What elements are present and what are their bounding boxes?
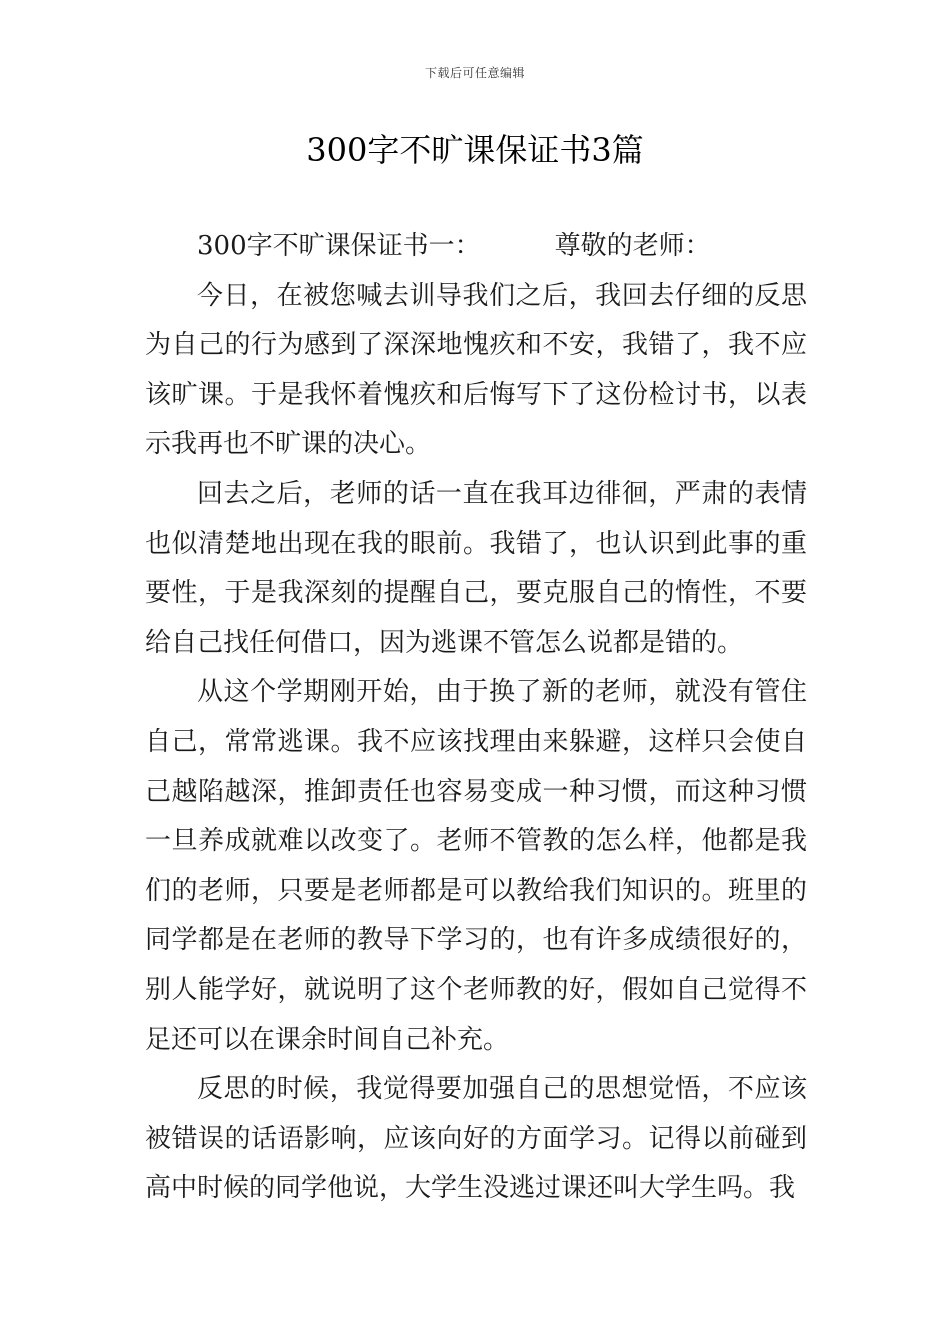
salutation: 尊敬的老师： [554, 231, 711, 261]
paragraph: 回去之后，老师的话一直在我耳边徘徊，严肃的表情也似清楚地出现在我的眼前。我错了，也认识到此事的重要性，于是我深刻的提醒自己，要克服自己的惰性，不要给自己找任何借口，因为逃课不管怎么说都是错的。 [145, 478, 807, 658]
intro-subtitle: 300字不旷课保证书一： [197, 231, 481, 261]
document-title: 300字不旷课保证书3篇 [306, 131, 644, 169]
header-note: 下载后可任意编辑 [424, 66, 525, 80]
paragraph: 从这个学期刚开始，由于换了新的老师，就没有管住自己，常常逃课。我不应该找理由来躲避，这样只会使自己越陷越深，推卸责任也容易变成一种习惯，而这种习惯一旦养成就难以改变了。老师不管教的怎么样，他都是我们的老师，只要是老师都是可以教给我们知识的。班里的同学都是在老师的教导下学习的，也有许多成绩很好的，别人能学好，就说明了这个老师教的好，假如自己觉得不足还可以在课余时间自己补充。 [145, 677, 807, 1055]
paragraph: 反思的时候，我觉得要加强自己的思想觉悟，不应该被错误的话语影响，应该向好的方面学习。记得以前碰到高中时候的同学他说，大学生没逃过课还叫大学生吗。我 [145, 1074, 807, 1204]
document-body [145, 222, 807, 1214]
paragraph: 今日，在被您喊去训导我们之后，我回去仔细的反思为自己的行为感到了深深地愧疚和不安，我错了，我不应该旷课。于是我怀着愧疚和后悔写下了这份检讨书，以表示我再也不旷课的决心。 [145, 280, 807, 460]
intro-line [145, 222, 807, 272]
